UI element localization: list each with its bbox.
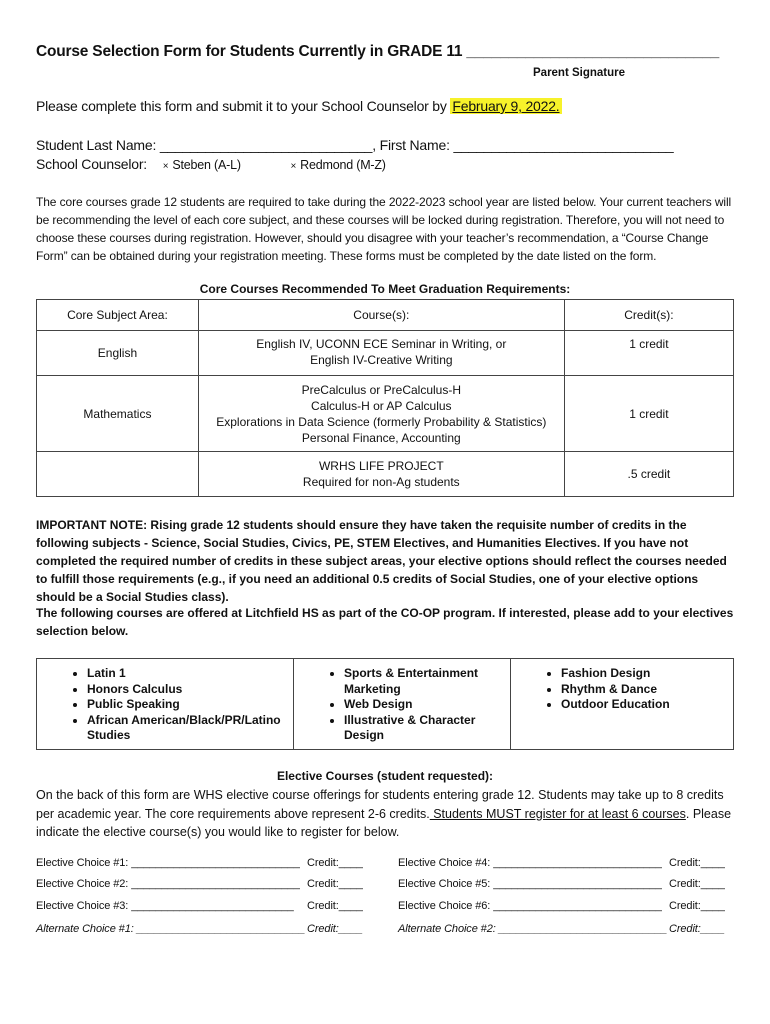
alternate-choice-2[interactable]: Alternate Choice #2: ____________________________ [398,923,668,935]
counselor-option-redmond: Redmond (M-Z) [300,158,386,172]
counselor-option-steben: Steben (A-L) [172,158,241,172]
course-line: English IV-Creative Writing [310,353,453,367]
header-subject: Core Subject Area: [37,300,199,331]
course-line: PreCalculus or PreCalculus-H [301,382,461,397]
courses-cell [198,331,564,376]
list-item: • Public Speaking [87,697,287,713]
list-item: • Outdoor Education [561,697,727,713]
school-counselor-row [36,156,386,172]
electives-caption: Elective Courses (student requested): [276,769,494,783]
instructions-text: Please complete this form and submit it to your School Counselor by [36,98,451,114]
list-item: • Sports & Entertainment Marketing [344,666,504,697]
elective-credit-6[interactable]: Credit:____ [669,900,725,912]
alternate-choice-1[interactable]: Alternate Choice #1: ____________________________ [36,923,306,935]
elective-credit-2[interactable]: Credit:____ [307,878,363,890]
subject-cell: English [37,331,199,376]
deadline-date: February 9, 2022. [452,98,560,114]
elective-choice-1[interactable]: Elective Choice #1: ____________________________ [36,857,300,869]
electives-requirement: Students MUST register for at least 6 courses [429,806,686,821]
coop-column [37,659,294,750]
alternate-credit-2[interactable]: Credit:____ [669,923,725,935]
elective-credit-1[interactable]: Credit:____ [307,857,363,869]
instructions [36,98,562,114]
coop-courses-table [36,658,734,750]
course-line: Calculus-H or AP Calculus [311,398,452,413]
subject-cell: Mathematics [37,376,199,452]
course-line: Explorations in Data Science (formerly Probability & Statistics) [216,414,547,429]
list-item: • African American/Black/PR/Latino Studies [87,713,287,744]
courses-cell [198,452,564,497]
table-row [37,452,734,497]
student-name-field[interactable]: Student Last Name: ____________________________, First Name: _____________________________ [36,137,674,153]
elective-choice-2[interactable]: Elective Choice #2: ____________________________ [36,878,300,890]
course-line: WRHS LIFE PROJECT [318,459,444,473]
courses-cell [198,376,564,452]
course-line: English IV, UCONN ECE Seminar in Writing, or [256,337,507,351]
list-item: • Latin 1 [87,666,287,682]
counselor-label: School Counselor: [36,156,147,172]
alternate-credit-1[interactable]: Credit:____ [307,923,363,935]
credit-cell: 1 credit [564,331,733,376]
course-line: Required for non-Ag students [302,475,460,489]
core-courses-table [36,299,734,497]
header-credits: Credit(s): [564,300,733,331]
electives-text-end: . Please indicate the elective course(s) you would like to register for below. [36,806,732,839]
intro-paragraph: The core courses grade 12 students are required to take during the 2022-2023 school year are listed below. Your current teachers will be recommending the level of each core subject, and these courses will be locked during registration. Therefore, you will not need to choose these courses during registration. However, should you disagree with your teacher’s recommendation, a “Course Change Form” can be obtained during your registration meeting. These forms must be completed by the date listed on the form. [36,195,732,263]
checkbox-icon[interactable]: × [162,161,169,172]
course-line: Personal Finance, Accounting [301,430,461,445]
header-courses: Course(s): [198,300,564,331]
credit-cell: .5 credit [564,452,733,497]
important-note: IMPORTANT NOTE: Rising grade 12 students should ensure they have taken the requisite number of credits in the following subjects - Science, Social Studies, Civics, PE, STEM Electives, and Humanities Electives. If you have not completed the required number of credits in these subject areas, your elective options should reflect the courses needed to fulfill those requirements (e.g., if you need an additional 0.5 credits of Social Studies, one of your elective options should be a Social Studies class). [36,518,727,604]
elective-credit-4[interactable]: Credit:____ [669,857,725,869]
electives-paragraph [36,786,736,842]
elective-credit-5[interactable]: Credit:____ [669,878,725,890]
core-table-caption: Core Courses Recommended To Meet Graduation Requirements: [199,282,571,296]
list-item: • Illustrative & Character Design [344,713,504,744]
list-item: • Web Design [344,697,504,713]
elective-credit-3[interactable]: Credit:____ [307,900,363,912]
checkbox-icon[interactable]: × [290,161,297,172]
parent-signature-label: Parent Signature [533,67,626,79]
electives-text: On the back of this form are WHS elective course offerings for students entering grade 12. Students may take up to 8 credits per academic year. The core requirements above represent 2-6 credits. [36,788,724,821]
coop-paragraph: The following courses are offered at Litchfield HS as part of the CO-OP program. If interested, please add to your electives selection below. [36,606,734,638]
coop-column [511,659,734,750]
elective-choice-4[interactable]: Elective Choice #4: ____________________________ [398,857,662,869]
elective-choice-5[interactable]: Elective Choice #5: ____________________________ [398,878,662,890]
coop-column [294,659,511,750]
credit-cell: 1 credit [564,376,733,452]
list-item: • Honors Calculus [87,682,287,698]
table-row [37,331,734,376]
list-item: • Rhythm & Dance [561,682,727,698]
table-header-row [37,300,734,331]
list-item: • Fashion Design [561,666,727,682]
subject-cell [37,452,199,497]
elective-choice-3[interactable]: Elective Choice #3: ___________________________ [36,900,294,912]
elective-choice-6[interactable]: Elective Choice #6: ____________________________ [398,900,662,912]
form-title: Course Selection Form for Students Currently in GRADE 11 ______________________________ [36,43,720,60]
table-row [37,376,734,452]
